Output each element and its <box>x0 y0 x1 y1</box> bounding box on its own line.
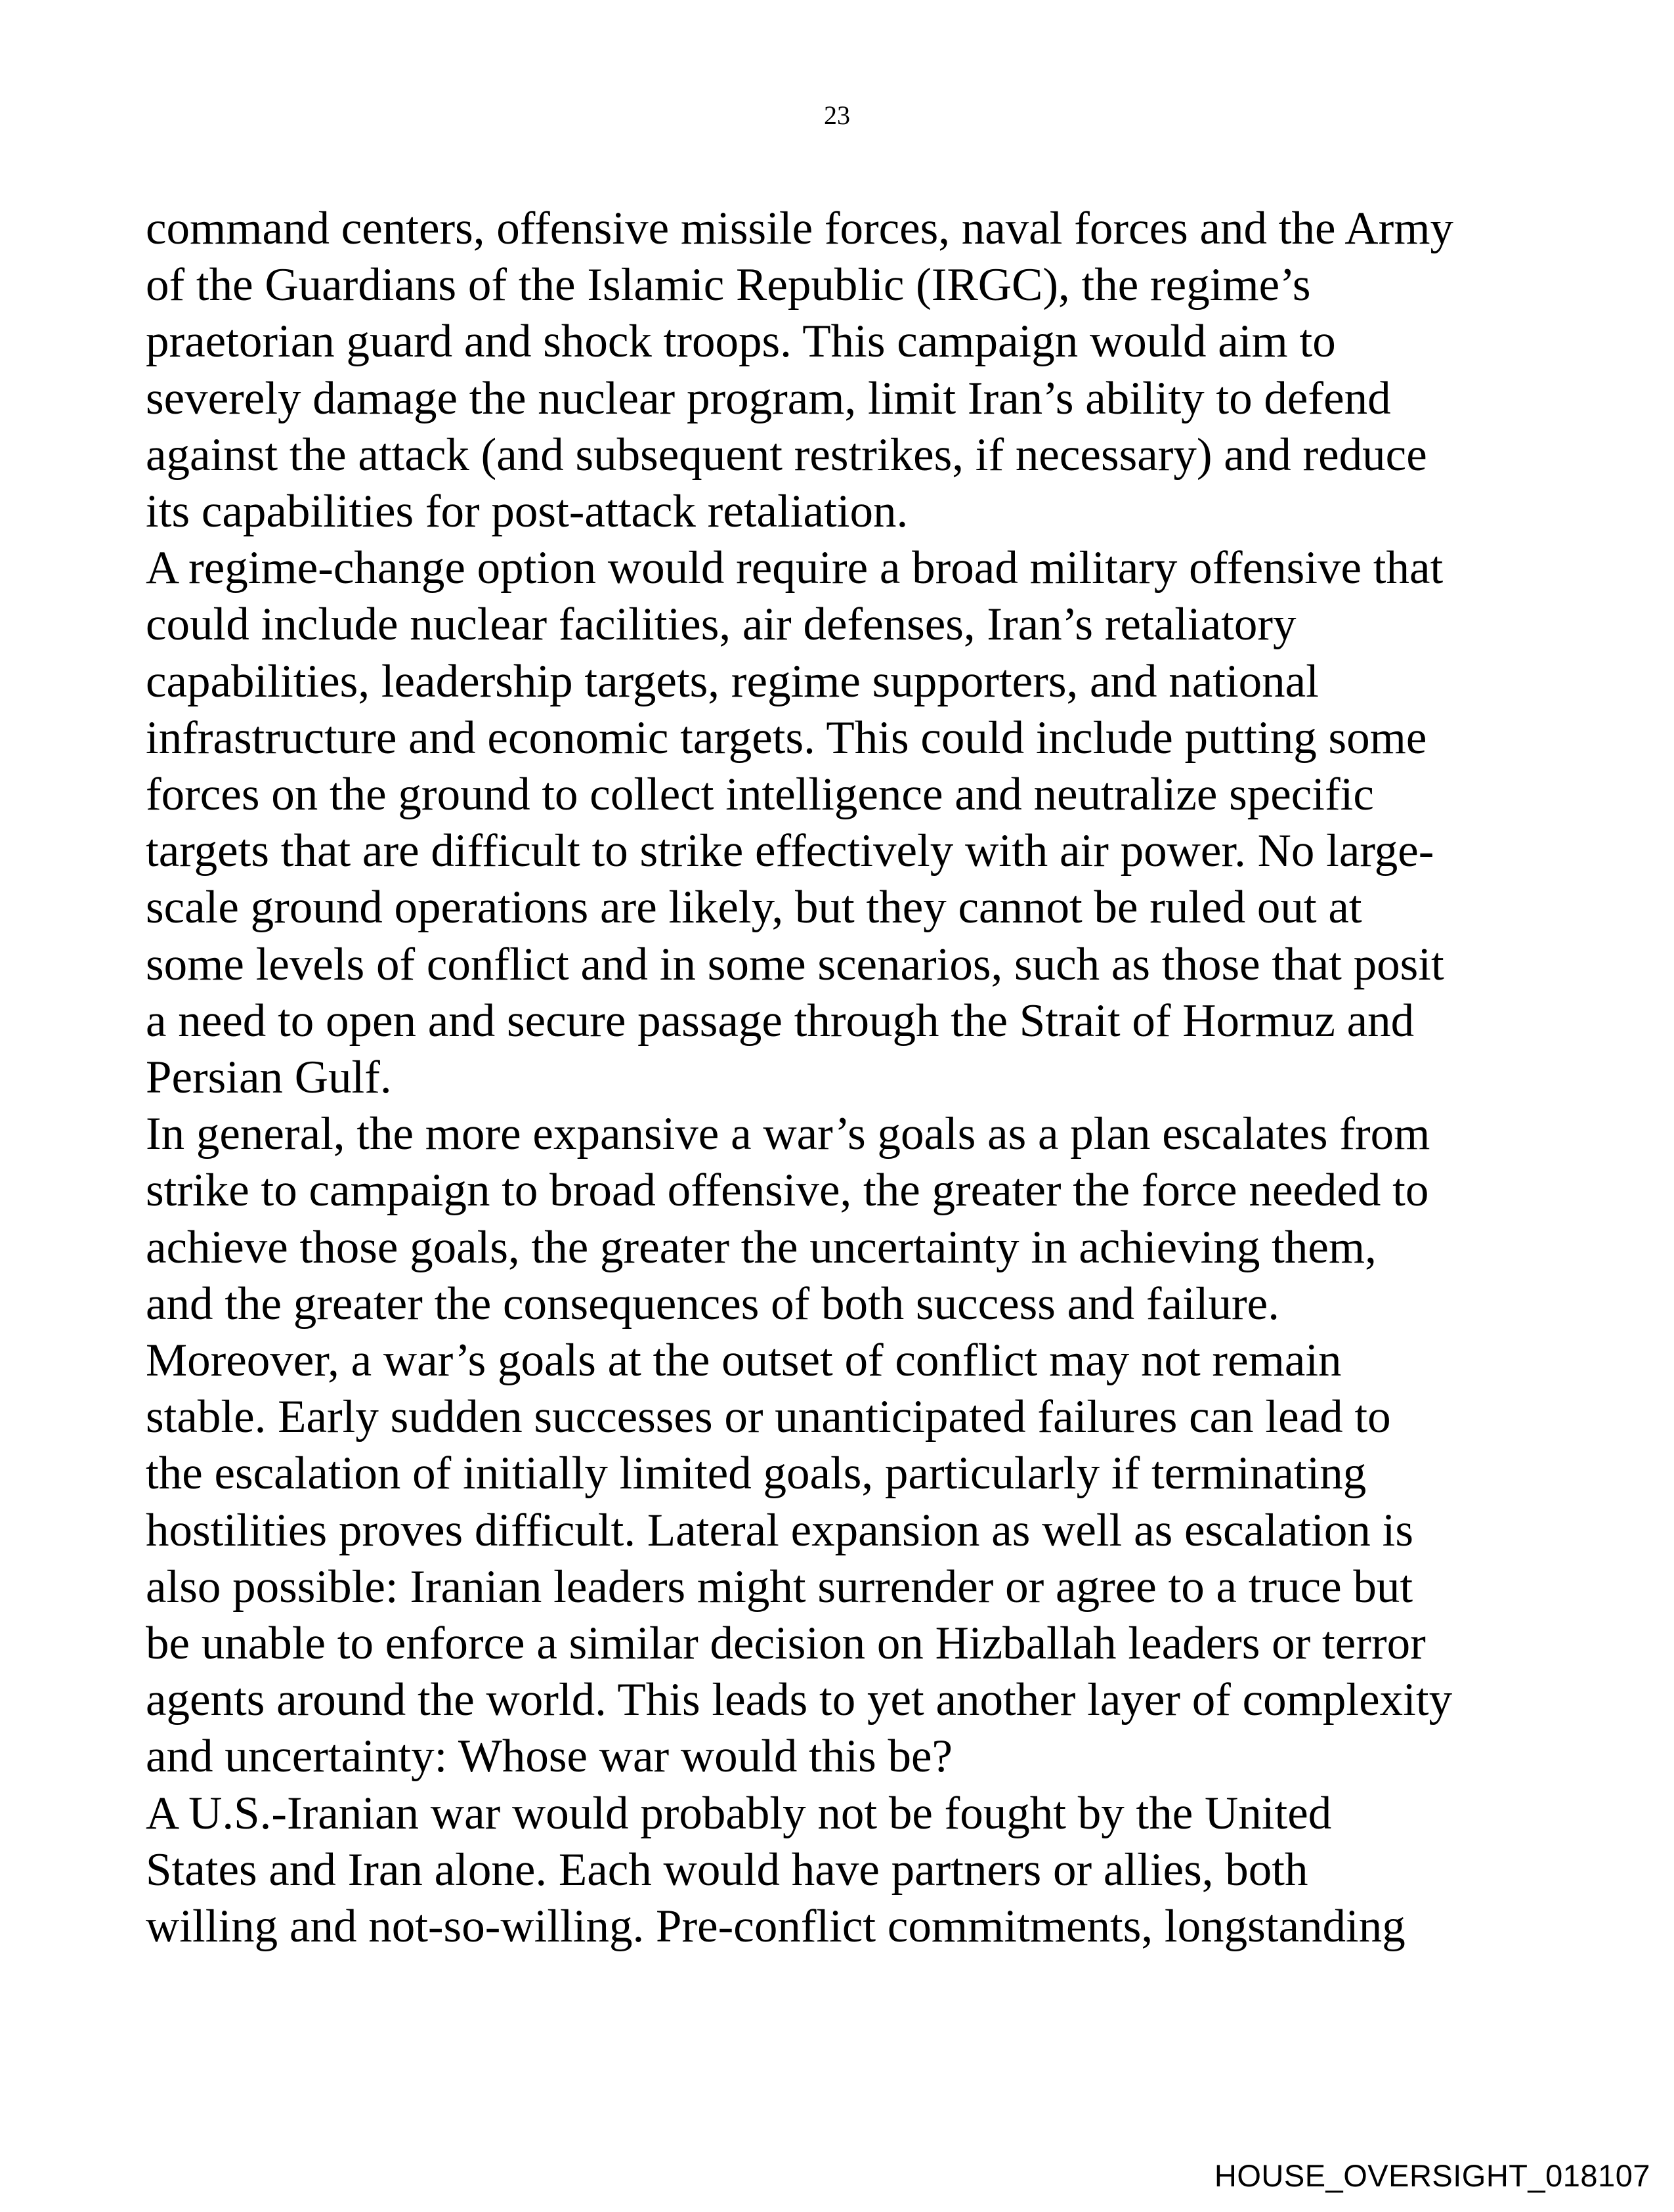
text-line: strike to campaign to broad offensive, the greater the force needed to <box>146 1165 1429 1217</box>
text-line: and uncertainty: Whose war would this be? <box>146 1731 953 1783</box>
text-line: willing and not-so-willing. Pre-conflict commitments, longstanding <box>146 1901 1406 1953</box>
text-line: of the Guardians of the Islamic Republic (IRGC), the regime’s <box>146 259 1311 311</box>
text-line: could include nuclear facilities, air defenses, Iran’s retaliatory <box>146 599 1297 651</box>
paragraph-campaign-aims <box>146 200 1564 540</box>
text-line: command centers, offensive missile forces, naval forces and the Army <box>146 203 1453 254</box>
text-line: be unable to enforce a similar decision on Hizballah leaders or terror <box>146 1618 1426 1670</box>
text-line: infrastructure and economic targets. This could include putting some <box>146 712 1427 764</box>
text-line: targets that are difficult to strike effectively with air power. No large- <box>146 825 1434 877</box>
text-line: achieve those goals, the greater the uncertainty in achieving them, <box>146 1221 1377 1273</box>
text-line: Moreover, a war’s goals at the outset of conflict may not remain <box>146 1335 1342 1387</box>
paragraph-expansive-goals <box>146 1106 1564 1332</box>
text-line: States and Iran alone. Each would have partners or allies, both <box>146 1844 1308 1896</box>
paragraph-regime-change <box>146 540 1564 1106</box>
text-line: a need to open and secure passage through the Strait of Hormuz and <box>146 995 1415 1047</box>
text-line: scale ground operations are likely, but they cannot be ruled out at <box>146 882 1362 934</box>
text-line: praetorian guard and shock troops. This campaign would aim to <box>146 316 1336 368</box>
text-line: hostilities proves difficult. Lateral expansion as well as escalation is <box>146 1504 1413 1556</box>
text-line: In general, the more expansive a war’s goals as a plan escalates from <box>146 1108 1430 1160</box>
text-line: agents around the world. This leads to yet another layer of complexity <box>146 1674 1453 1726</box>
text-line: also possible: Iranian leaders might surrender or agree to a truce but <box>146 1561 1413 1613</box>
text-line: and the greater the consequences of both success and failure. <box>146 1278 1279 1330</box>
text-line: its capabilities for post-attack retaliation. <box>146 486 909 538</box>
text-line: severely damage the nuclear program, limit Iran’s ability to defend <box>146 372 1391 424</box>
text-line: against the attack (and subsequent restrikes, if necessary) and reduce <box>146 429 1427 481</box>
text-line: forces on the ground to collect intelligence and neutralize specific <box>146 769 1374 821</box>
text-line: A U.S.-Iranian war would probably not be fought by the United <box>146 1787 1332 1839</box>
page-number: 23 <box>824 100 850 130</box>
text-line: stable. Early sudden successes or unanticipated failures can lead to <box>146 1391 1391 1443</box>
bates-number: HOUSE_OVERSIGHT_018107 <box>1214 2158 1650 2193</box>
text-line: some levels of conflict and in some scenarios, such as those that posit <box>146 938 1444 990</box>
text-line: the escalation of initially limited goals, particularly if terminating <box>146 1448 1367 1500</box>
paragraph-partners-allies <box>146 1785 1564 1955</box>
text-line: capabilities, leadership targets, regime supporters, and national <box>146 655 1319 707</box>
document-body <box>146 200 1564 1955</box>
paragraph-goal-stability <box>146 1332 1564 1785</box>
text-line: A regime-change option would require a broad military offensive that <box>146 542 1444 594</box>
text-line: Persian Gulf. <box>146 1052 392 1104</box>
